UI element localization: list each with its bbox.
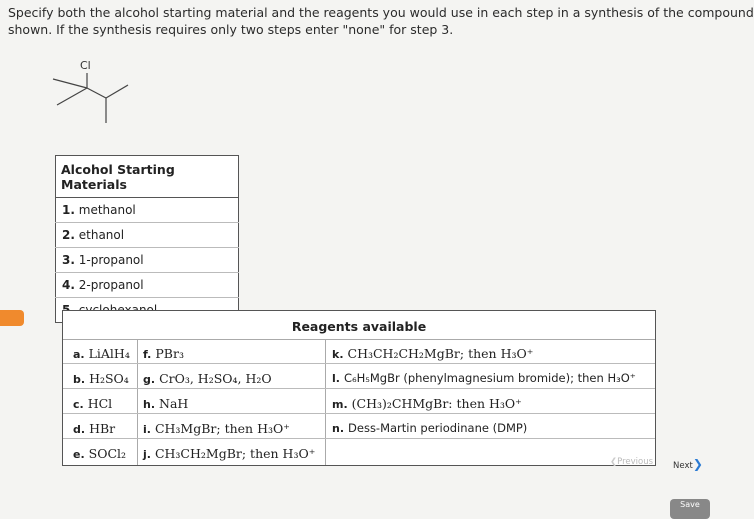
chlorine-atom-label: Cl bbox=[80, 59, 91, 72]
reagent-k bbox=[332, 346, 533, 361]
reagent-label: n. bbox=[332, 422, 345, 435]
reagent-formula: CrO₃, H₂SO₄, H₂O bbox=[159, 371, 272, 386]
reagent-label: m. bbox=[332, 398, 348, 411]
reagent-b bbox=[73, 371, 129, 386]
reagent-h bbox=[143, 396, 188, 411]
reagent-formula: HBr bbox=[89, 421, 116, 436]
reagent-formula: C₆H₅MgBr (phenylmagnesium bromide); then H₃O⁺ bbox=[343, 371, 636, 385]
alcohol-name: methanol bbox=[78, 203, 136, 217]
reagent-label: k. bbox=[332, 348, 344, 361]
reagent-j bbox=[143, 446, 315, 461]
reagent-i bbox=[143, 421, 290, 436]
reagent-label: l. bbox=[332, 372, 340, 385]
reagent-label: e. bbox=[73, 448, 85, 461]
item-label: 1. bbox=[62, 203, 75, 217]
row-divider bbox=[63, 363, 325, 364]
reagent-formula: HCl bbox=[87, 396, 113, 411]
previous-label: Previous bbox=[617, 457, 654, 467]
reagent-label: h. bbox=[143, 398, 156, 411]
next-button[interactable] bbox=[673, 457, 703, 471]
alcohol-starting-materials-table bbox=[55, 155, 239, 323]
item-label: 2. bbox=[62, 228, 75, 242]
reagent-formula: SOCl₂ bbox=[88, 446, 127, 461]
column-divider bbox=[325, 339, 326, 465]
reagent-formula: CH₃CH₂MgBr; then H₃O⁺ bbox=[154, 446, 316, 461]
reagent-formula: Dess-Martin periodinane (DMP) bbox=[348, 421, 528, 435]
reagent-c bbox=[73, 396, 112, 411]
bond-right bbox=[87, 88, 106, 98]
column-divider bbox=[137, 339, 138, 465]
row-divider bbox=[325, 363, 655, 364]
reagent-l bbox=[332, 371, 636, 385]
table-row bbox=[56, 198, 239, 223]
row-divider bbox=[63, 438, 325, 439]
row-divider bbox=[325, 388, 655, 389]
reagent-d bbox=[73, 421, 115, 436]
reagent-label: b. bbox=[73, 373, 86, 386]
table-row bbox=[56, 223, 239, 248]
reagent-m bbox=[332, 396, 522, 411]
chevron-left-icon: ❮ bbox=[610, 457, 618, 467]
item-label: 3. bbox=[62, 253, 75, 267]
reagent-formula: H₂SO₄ bbox=[89, 371, 129, 386]
reagent-formula: CH₃CH₂CH₂MgBr; then H₃O⁺ bbox=[347, 346, 534, 361]
header-divider bbox=[63, 339, 655, 340]
reagent-formula: CH₃MgBr; then H₃O⁺ bbox=[154, 421, 290, 436]
reagent-g bbox=[143, 371, 272, 386]
table-row bbox=[56, 248, 239, 273]
alcohol-name: ethanol bbox=[78, 228, 125, 242]
row-divider bbox=[325, 413, 655, 414]
alcohol-table-header: Alcohol Starting Materials bbox=[56, 156, 239, 198]
chevron-right-icon: ❯ bbox=[692, 457, 703, 471]
target-molecule-structure bbox=[40, 55, 150, 130]
question-line-2: shown. If the synthesis requires only two steps enter "none" for step 3. bbox=[8, 22, 454, 37]
bond-right-up bbox=[106, 85, 128, 98]
question-text bbox=[8, 4, 754, 38]
reagent-f bbox=[143, 346, 184, 361]
reagents-title: Reagents available bbox=[291, 319, 427, 334]
reagents-available-table bbox=[62, 310, 656, 466]
reagent-label: g. bbox=[143, 373, 156, 386]
reagent-label: a. bbox=[73, 348, 85, 361]
reagent-label: f. bbox=[143, 348, 152, 361]
row-divider bbox=[63, 413, 325, 414]
table-row bbox=[56, 273, 239, 298]
row-divider bbox=[63, 388, 325, 389]
reagent-label: d. bbox=[73, 423, 86, 436]
bond-lower-left bbox=[57, 88, 87, 105]
reagent-a bbox=[73, 346, 130, 361]
orange-side-tab[interactable] bbox=[0, 310, 24, 326]
bond-left bbox=[53, 79, 87, 88]
reagent-formula: PBr₃ bbox=[155, 346, 184, 361]
previous-button[interactable] bbox=[610, 457, 653, 467]
reagent-formula: NaH bbox=[159, 396, 189, 411]
item-label: 4. bbox=[62, 278, 75, 292]
reagent-formula: (CH₃)₂CHMgBr: then H₃O⁺ bbox=[351, 396, 522, 411]
question-line-1: Specify both the alcohol starting material and the reagents you would use in each step in a synthesis of the compound bbox=[8, 5, 754, 20]
row-divider bbox=[325, 438, 655, 439]
alcohol-name: 1-propanol bbox=[78, 253, 144, 267]
reagent-label: c. bbox=[73, 398, 84, 411]
save-button[interactable]: Save bbox=[670, 499, 710, 519]
next-label: Next bbox=[673, 461, 693, 471]
reagent-label: i. bbox=[143, 423, 151, 436]
reagent-n bbox=[332, 421, 527, 435]
reagent-formula: LiAlH₄ bbox=[88, 346, 130, 361]
reagent-label: j. bbox=[143, 448, 151, 461]
alcohol-name: 2-propanol bbox=[78, 278, 144, 292]
reagent-e bbox=[73, 446, 126, 461]
